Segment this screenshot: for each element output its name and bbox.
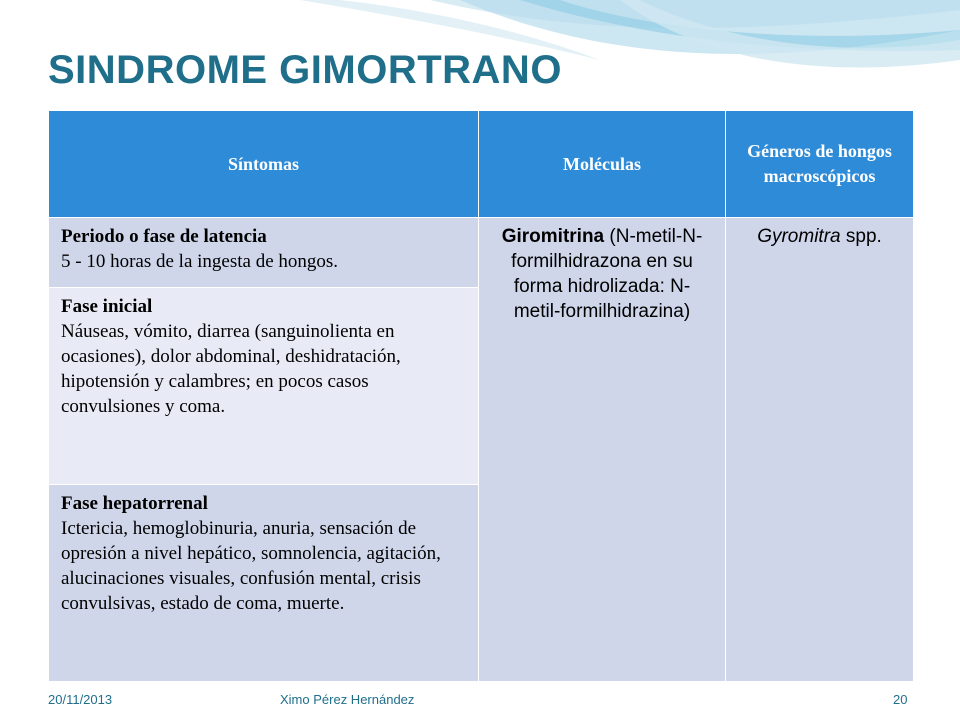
phase-title: Periodo o fase de latencia (61, 226, 267, 247)
phase-description: Náuseas, vómito, diarrea (sanguinolienta en ocasiones), dolor abdominal, deshidratación, hipotensión y calambres; en pocos casos convulsiones y coma. (61, 321, 401, 417)
slide-title: SINDROME GIMORTRANO (48, 48, 562, 92)
molecule-cell (479, 218, 726, 682)
phase-description: 5 - 10 horas de la ingesta de hongos. (61, 251, 339, 272)
genus-suffix: spp. (840, 226, 882, 247)
header-symptoms: Síntomas (49, 111, 479, 218)
symptoms-table (48, 110, 914, 682)
header-molecules: Moléculas (479, 111, 726, 218)
table-header-row (49, 111, 914, 218)
phase-initial-cell (49, 288, 479, 485)
phase-latency-cell (49, 218, 479, 288)
footer-page-number: 20 (893, 692, 908, 707)
footer-author: Ximo Pérez Hernández (280, 692, 415, 707)
header-genera: Géneros de hongos macroscópicos (726, 111, 914, 218)
molecule-name: Giromitrina (501, 226, 605, 247)
molecule-detail: (N-metil-N-formilhidrazona en su forma hidrolizada: N-metil-formilhidrazina) (511, 226, 703, 322)
phase-description: Ictericia, hemoglobinuria, anuria, sensación de opresión a nivel hepático, somnolencia, agitación, alucinaciones visuales, confusión mental, crisis convulsivas, estado de coma, muerte. (61, 518, 441, 614)
phase-title: Fase hepatorrenal (61, 493, 208, 514)
footer-date: 20/11/2013 (48, 692, 113, 707)
genus-cell (726, 218, 914, 682)
phase-hepatorenal-cell (49, 485, 479, 682)
table-row (49, 218, 914, 288)
genus-name: Gyromitra (757, 226, 841, 247)
phase-title: Fase inicial (61, 296, 153, 317)
